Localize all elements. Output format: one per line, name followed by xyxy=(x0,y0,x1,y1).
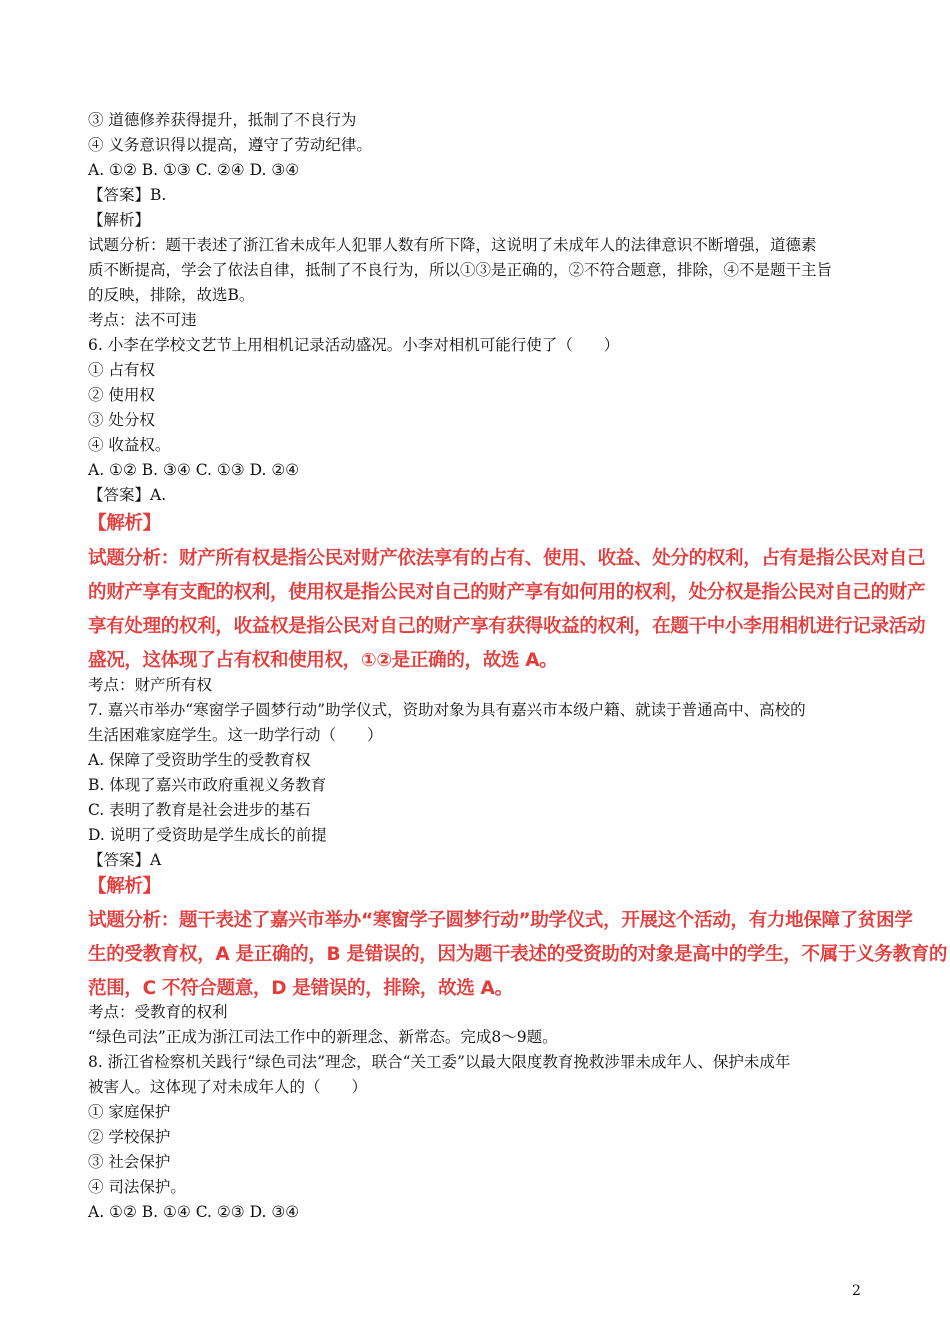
red-analysis-line: 试题分析：题干表述了嘉兴市举办“寒窗学子圆梦行动”助学仪式，开展这个活动，有力地保障了贫困学 xyxy=(88,910,913,931)
text-line: ① 占有权 xyxy=(88,361,155,379)
text-line: “绿色司法”正成为浙江司法工作中的新理念、新常态。完成8～9题。 xyxy=(88,1028,558,1046)
text-line: ③ 社会保护 xyxy=(88,1153,171,1171)
text-line: 【答案】A. xyxy=(88,486,167,504)
red-analysis-line: 享有处理的权利，收益权是指公民对自己的财产享有获得收益的权利，在题干中小李用相机进行记录活动 xyxy=(88,616,926,637)
text-line: ④ 义务意识得以提高，遵守了劳动纪律。 xyxy=(88,136,372,154)
text-line: D. 说明了受资助是学生成长的前提 xyxy=(88,826,327,844)
text-line: C. 表明了教育是社会进步的基石 xyxy=(88,801,311,819)
red-analysis-line: 试题分析：财产所有权是指公民对财产依法享有的占有、使用、收益、处分的权利，占有是指公民对自己 xyxy=(88,548,926,569)
text-line: 【答案】A xyxy=(88,851,162,869)
text-line: ③ 道德修养获得提升，抵制了不良行为 xyxy=(88,111,357,129)
red-analysis-line: 盛况，这体现了占有权和使用权，①②是正确的，故选 A。 xyxy=(88,650,558,671)
text-line: 生活困难家庭学生。这一助学行动（ ） xyxy=(88,726,383,744)
text-line: 7. 嘉兴市举办“寒窗学子圆梦行动”助学仪式，资助对象为具有嘉兴市本级户籍、就读于普通高中、高校的 xyxy=(88,701,806,719)
red-analysis-line: 【解析】 xyxy=(88,876,161,897)
text-line: A. 保障了受资助学生的受教育权 xyxy=(88,751,311,769)
text-line: 的反映，排除，故选B。 xyxy=(88,286,255,304)
text-line: 6. 小李在学校文艺节上用相机记录活动盛况。小李对相机可能行使了（ ） xyxy=(88,336,620,354)
text-line: ④ 收益权。 xyxy=(88,436,171,454)
red-analysis-line: 范围，C 不符合题意，D 是错误的，排除，故选 A。 xyxy=(88,978,513,999)
text-line: 8. 浙江省检察机关践行“绿色司法”理念，联合“关工委”以最大限度教育挽救涉罪未成年人、保护未成年 xyxy=(88,1053,791,1071)
text-line: B. 体现了嘉兴市政府重视义务教育 xyxy=(88,776,327,794)
red-analysis-line: 生的受教育权，A 是正确的，B 是错误的，因为题干表述的受资助的对象是高中的学生，不属于义务教育的 xyxy=(88,944,948,965)
text-line: 【答案】B. xyxy=(88,186,167,204)
text-line: 【解析】 xyxy=(88,211,151,229)
text-line: ③ 处分权 xyxy=(88,411,155,429)
red-analysis-line: 【解析】 xyxy=(88,513,161,534)
text-line: 考点：财产所有权 xyxy=(88,676,213,694)
text-line: A. ①② B. ①③ C. ②④ D. ③④ xyxy=(88,161,300,179)
text-line: 考点：法不可违 xyxy=(88,311,197,329)
text-line: ④ 司法保护。 xyxy=(88,1178,186,1196)
text-line: 考点：受教育的权利 xyxy=(88,1003,228,1021)
page-number: 2 xyxy=(852,1283,861,1299)
text-line: ① 家庭保护 xyxy=(88,1103,171,1121)
text-line: 被害人。这体现了对未成年人的（ ） xyxy=(88,1078,368,1096)
text-line: A. ①② B. ③④ C. ①③ D. ②④ xyxy=(88,461,300,479)
text-line: 试题分析：题干表述了浙江省未成年人犯罪人数有所下降，这说明了未成年人的法律意识不断增强，道德素 xyxy=(88,236,817,254)
text-line: ② 学校保护 xyxy=(88,1128,171,1146)
red-analysis-line: 的财产享有支配的权利，使用权是指公民对自己的财产享有如何用的权利，处分权是指公民对自己的财产 xyxy=(88,582,926,603)
text-line: 质不断提高，学会了依法自律，抵制了不良行为，所以①③是正确的，②不符合题意，排除，④不是题干主旨 xyxy=(88,261,833,279)
text-line: A. ①② B. ①④ C. ②③ D. ③④ xyxy=(88,1203,300,1221)
text-line: ② 使用权 xyxy=(88,386,155,404)
